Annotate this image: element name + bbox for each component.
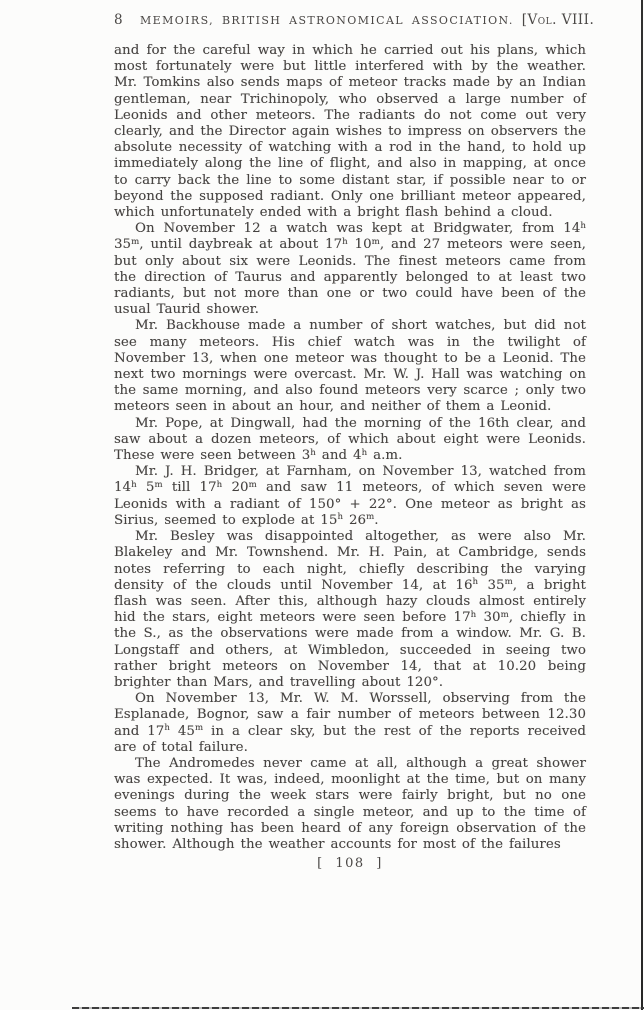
body-text [114, 43, 586, 853]
footer-page-number: [ 108 ] [317, 856, 383, 872]
paragraph: Mr. Besley was disappointed altogether, as were also Mr. Blakeley and Mr. Townshend. Mr. H. Pain, at Cambridge, sends notes referring to each night, chiefly describing the varying density of the clouds until November 14, at 16$^h$ 35$^m$, a bright flash was seen. After this, although hazy clouds almost entirely hid the stars, eight meteors were seen before 17$^h$ 30$^m$, chiefly in the S., as the observations were made from a window. Mr. G. B. Longstaff and others, at Wimbledon, succeeded in seeing two rather bright meteors on November 14, that at 10.20 being brighter than Mars, and travelling about 120°. [114, 529, 587, 690]
paragraph: Mr. Backhouse made a number of short watches, but did not see many meteors. His chief watch was in the twilight of November 13, when one meteor was thought to be a Leonid. The next two mornings were overcast. Mr. W. J. Hall was watching on the same morning, and also found meteors very scarce ; only two meteors seen in about an hour, and neither of them a Leonid. [114, 318, 586, 415]
page-content [114, 12, 595, 872]
paragraph: and for the careful way in which he carried out his plans, which most fortunately were but little interfered with by the weather. Mr. Tomkins also sends maps of meteor tracks made by an Indian gentleman, near Trichinopoly, who observed a large number of Leonids and other meteors. The radiants do not come out very clearly, and the Director again wishes to impress on observers the absolute necessity of watching with a rod in the hand, to hold up immediately along the line of flight, and also in mapping, at once to carry back the line to some distant star, if possible near to or beyond the supposed radiant. Only one brilliant meteor appeared, which unfortunately ended with a bright flash behind a cloud. [114, 43, 586, 221]
page-edge-bottom-line [72, 1007, 644, 1009]
running-header [114, 12, 595, 28]
paragraph: On November 12 a watch was kept at Bridgwater, from 14$^h$ 35$^m$, until daybreak at about 17$^h$ 10$^m$, and 27 meteors were seen, but only about six were Leonids. The finest meteors came from the direction of Taurus and apparently belonged to at least two radiants, but not more than one or two could have been of the usual Taurid shower. [114, 220, 587, 318]
paragraph: Mr. Pope, at Dingwall, had the morning of the 16th clear, and saw about a dozen meteors, of which about eight were Leonids. These were seen between 3$^h$ and 4$^h$ a.m. [114, 415, 586, 464]
header-volume: [Vol. VIII. [521, 12, 595, 28]
paragraph: On November 13, Mr. W. M. Worssell, observing from the Esplanade, Bognor, saw a fair number of meteors between 12.30 and 17$^h$ 45$^m$ in a clear sky, but the rest of the reports received are of total failure. [114, 691, 587, 755]
header-title: MEMOIRS, BRITISH ASTRONOMICAL ASSOCIATION. [140, 14, 514, 27]
header-page-number: 8 [114, 12, 123, 28]
paragraph: Mr. J. H. Bridger, at Farnham, on November 13, watched from 14$^h$ 5$^m$ till 17$^h$ 20$^m$ and saw 11 meteors, of which seven were Leonids with a radiant of 150° + 22°. One meteor as bright as Sirius, seemed to explode at 15$^h$ 26$^m$. [114, 464, 586, 528]
paragraph: The Andromedes never came at all, although a great shower was expected. It was, indeed, moonlight at the time, but on many evenings during the week stars were fairly bright, but no one seems to have recorded a single meteor, and up to the time of writing nothing has been heard of any foreign observation of the shower. Although the weather accounts for most of the failures [114, 755, 586, 852]
page-edge-right-line [641, 0, 643, 1010]
